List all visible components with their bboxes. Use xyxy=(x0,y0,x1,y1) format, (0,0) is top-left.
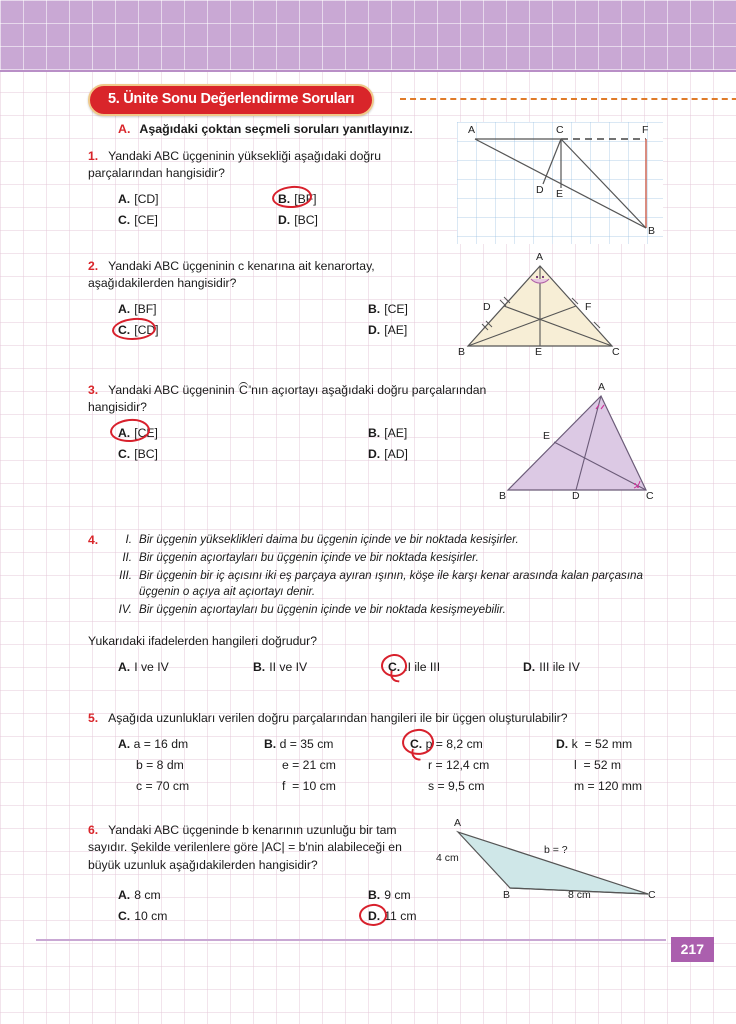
question-4-number: 4. xyxy=(88,533,99,547)
q5b-line: e = 21 cm xyxy=(282,758,336,772)
q5a-l1: a = 16 dm xyxy=(133,737,189,751)
q3-option-d-value: [AD] xyxy=(384,447,408,461)
q3-option-a-value: [CE] xyxy=(134,426,158,440)
question-6-text xyxy=(88,822,423,874)
q5a-line: b = 8 dm xyxy=(136,758,184,772)
statement-numeral: II. xyxy=(122,550,132,564)
footer-divider xyxy=(36,939,666,942)
page-content xyxy=(0,70,736,950)
question-5-body: Aşağıda uzunlukları verilen doğru parçalarından hangileri ile bir üçgen oluşturulabilir? xyxy=(108,711,568,725)
q6-option-c[interactable]: C. 10 cm xyxy=(118,909,168,923)
question-2-body: Yandaki ABC üçgeninin c kenarına ait kenarortay, aşağıdakilerden hangisidir? xyxy=(88,259,375,291)
q2-option-d-value: [AE] xyxy=(384,323,408,337)
q4-option-d-value: III ile IV xyxy=(539,660,580,674)
q1-option-d-value: [BC] xyxy=(294,213,318,227)
question-6-options xyxy=(118,888,438,930)
q5d-l1: k = 52 mm xyxy=(571,737,633,751)
q5b-l1: d = 35 cm xyxy=(279,737,334,751)
q5-option-c[interactable] xyxy=(410,737,556,800)
question-1-diagram xyxy=(457,122,663,244)
option-row xyxy=(118,213,438,234)
q6-option-c-value: 10 cm xyxy=(134,909,168,923)
q5c-l1: p = 8,2 cm xyxy=(425,737,483,751)
question-6-body: Yandaki ABC üçgeninde b kenarının uzunluğu bir tam sayıdır. Şekilde verilenlere göre |AC| = b'nin alabileceği en büyük uzunluk aşağıdakilerden hangisidir? xyxy=(88,823,402,872)
q5c-line: r = 12,4 cm xyxy=(428,758,490,772)
q5d-line: D. k = 52 mm xyxy=(556,737,633,751)
question-3-number: 3. xyxy=(88,383,99,397)
q6-diagram-svg xyxy=(440,818,665,910)
q5-option-b[interactable] xyxy=(264,737,410,800)
q1-option-a[interactable]: A. [CD] xyxy=(118,192,159,206)
statement-text: Bir üçgenin yükseklikleri daima bu üçgenin içinde ve bir noktada kesişirler. xyxy=(139,533,519,546)
option-row xyxy=(118,447,438,468)
q4-option-a-value: I ve IV xyxy=(134,660,169,674)
statement-item xyxy=(106,568,676,602)
q5a-line: c = 70 cm xyxy=(136,779,190,793)
q4-option-b[interactable]: B. II ve IV xyxy=(253,660,308,674)
q1-diagram-svg xyxy=(457,122,663,244)
q1-option-c[interactable]: C. [CE] xyxy=(118,213,158,227)
q2-option-a-value: [BF] xyxy=(134,302,157,316)
q2-label-E: E xyxy=(535,346,543,358)
option-row xyxy=(118,302,438,323)
top-decorative-band xyxy=(0,0,736,70)
q2-option-a[interactable]: A. [BF] xyxy=(118,302,157,316)
q1-option-b[interactable]: B. [BF] xyxy=(278,192,317,206)
banner-title: 5. Ünite Sonu Değerlendirme Soruları xyxy=(88,84,374,116)
option-row xyxy=(118,323,438,344)
section-a-heading xyxy=(118,122,413,136)
section-letter: A. xyxy=(118,122,131,136)
q6-option-b-value: 9 cm xyxy=(384,888,411,902)
q2-option-b-value: [CE] xyxy=(384,302,408,316)
question-6-number: 6. xyxy=(88,823,99,837)
q5b-line: f = 10 cm xyxy=(282,779,336,793)
q3-option-c-value: [BC] xyxy=(134,447,158,461)
statement-numeral: IV. xyxy=(118,603,132,617)
question-5-number: 5. xyxy=(88,711,99,725)
question-5-text xyxy=(88,710,668,727)
q1-label-A: A xyxy=(468,124,476,136)
q5b-line: B. d = 35 cm xyxy=(264,737,334,751)
q5a-line: A. a = 16 dm xyxy=(118,737,189,751)
q1-label-F: F xyxy=(642,124,649,136)
q1-label-C: C xyxy=(556,124,564,136)
q4-option-d[interactable]: D. III ile IV xyxy=(523,660,580,674)
option-row xyxy=(118,888,438,909)
q3-option-b-value: [AE] xyxy=(384,426,408,440)
q4-option-a[interactable]: A. I ve IV xyxy=(118,660,169,674)
q6-label-B: B xyxy=(503,889,511,901)
q6-option-d[interactable]: D. 11 cm xyxy=(368,909,416,923)
q6-label-C: C xyxy=(648,889,656,901)
q2-label-B: B xyxy=(458,346,466,358)
q2-option-d[interactable]: D. [AE] xyxy=(368,323,408,337)
statement-text: Bir üçgenin bir iç açısını iki eş parçaya ayıran ışının, köşe ile karşı kenar arasında kalan parçasına üçgenin o açıya ait açıortayı denir. xyxy=(139,568,643,599)
unit-banner xyxy=(88,84,688,114)
q5d-line: m = 120 mm xyxy=(574,779,643,793)
page-number: 217 xyxy=(671,937,714,962)
q1-label-B: B xyxy=(648,225,656,237)
q6-option-d-value: 11 cm xyxy=(384,909,417,923)
question-2-diagram xyxy=(445,252,635,364)
q3-label-D: D xyxy=(572,490,580,502)
q5c-line: C. p = 8,2 cm xyxy=(410,737,483,751)
q6-label-A: A xyxy=(454,817,462,829)
q1-option-d[interactable]: D. [BC] xyxy=(278,213,318,227)
option-row xyxy=(118,909,438,930)
statement-numeral: I. xyxy=(125,533,132,546)
question-4-statements xyxy=(106,532,676,620)
question-5-columns xyxy=(118,737,702,800)
q3-option-a[interactable]: A. [CE] xyxy=(118,426,368,440)
statement-item xyxy=(106,550,676,567)
option-row xyxy=(118,426,438,447)
q6-side-ab-label: 4 cm xyxy=(436,852,459,864)
question-6-diagram xyxy=(436,817,665,910)
q5c-line: s = 9,5 cm xyxy=(428,779,485,793)
q3-option-d[interactable]: D. [AD] xyxy=(368,447,408,461)
question-3-body: Yandaki ABC üçgeninin C'nın açıortayı aşağıdaki doğru parçalarından hangisidir? xyxy=(88,383,487,415)
question-1-body: Yandaki ABC üçgeninin yüksekliği aşağıdaki doğru parçalarından hangisidir? xyxy=(88,149,381,181)
angle-symbol-C: C xyxy=(239,383,248,397)
q3-label-E: E xyxy=(543,430,551,442)
q2-option-b[interactable]: B. [CE] xyxy=(368,302,408,316)
question-3-text xyxy=(88,382,488,417)
q2-label-A: A xyxy=(536,251,544,263)
statement-text: Bir üçgenin açıortayları bu üçgenin içinde ve bir noktada kesişirler. xyxy=(139,550,479,564)
q3-label-B: B xyxy=(499,490,507,502)
option-row xyxy=(118,192,438,213)
q1-label-D: D xyxy=(536,184,544,196)
q4-option-c[interactable]: C. II ile III xyxy=(388,660,523,674)
question-3-options xyxy=(118,426,438,468)
statement-item xyxy=(106,602,676,619)
statement-numeral: III. xyxy=(119,568,132,582)
q3-option-c[interactable]: C. [BC] xyxy=(118,447,158,461)
q4-option-c-value: II ile III xyxy=(404,660,441,674)
q6-option-a-value: 8 cm xyxy=(134,888,161,902)
question-1-text xyxy=(88,148,430,183)
q3-diagram-svg xyxy=(488,380,658,500)
q1-option-a-value: [CD] xyxy=(134,192,159,206)
question-4-options xyxy=(118,660,678,681)
q3-label-A: A xyxy=(598,381,606,393)
q6-option-b[interactable]: B. 9 cm xyxy=(368,888,411,902)
banner-dashed-line xyxy=(400,98,736,100)
q3-label-C: C xyxy=(646,490,654,502)
option-row xyxy=(118,660,678,681)
q3-option-b[interactable]: B. [AE] xyxy=(368,426,408,440)
q4-option-b-value: II ve IV xyxy=(269,660,308,674)
question-1-number: 1. xyxy=(88,149,99,163)
question-4-prompt: Yukarıdaki ifadelerden hangileri doğrudur? xyxy=(88,634,318,648)
section-title: Aşağıdaki çoktan seçmeli soruları yanıtlayınız. xyxy=(139,122,413,136)
question-3-diagram xyxy=(488,380,658,500)
q2-label-D: D xyxy=(483,301,491,313)
question-2-number: 2. xyxy=(88,259,99,273)
q6-option-a[interactable]: A. 8 cm xyxy=(118,888,161,902)
q5-option-d[interactable] xyxy=(556,737,702,800)
q2-label-C: C xyxy=(612,346,620,358)
q1-option-c-value: [CE] xyxy=(134,213,158,227)
q6-side-bc-label: 8 cm xyxy=(568,889,591,901)
statement-text: Bir üçgenin açıortayları bu üçgenin içinde ve bir noktada kesişmeyebilir. xyxy=(139,603,506,617)
question-2-text xyxy=(88,258,418,293)
q5-option-a[interactable] xyxy=(118,737,264,800)
q2-label-F: F xyxy=(585,301,592,313)
q1-option-b-value: [BF] xyxy=(294,192,317,206)
q2-option-c-value: [CD] xyxy=(134,323,159,337)
statement-item xyxy=(106,532,676,549)
question-2-options xyxy=(118,302,438,344)
q5d-line: l = 52 m xyxy=(574,758,622,772)
question-1-options xyxy=(118,192,438,234)
q6-side-ac-label: b = ? xyxy=(544,844,568,856)
q1-label-E: E xyxy=(556,188,564,200)
q2-option-c[interactable]: C. [CD] xyxy=(118,323,368,337)
